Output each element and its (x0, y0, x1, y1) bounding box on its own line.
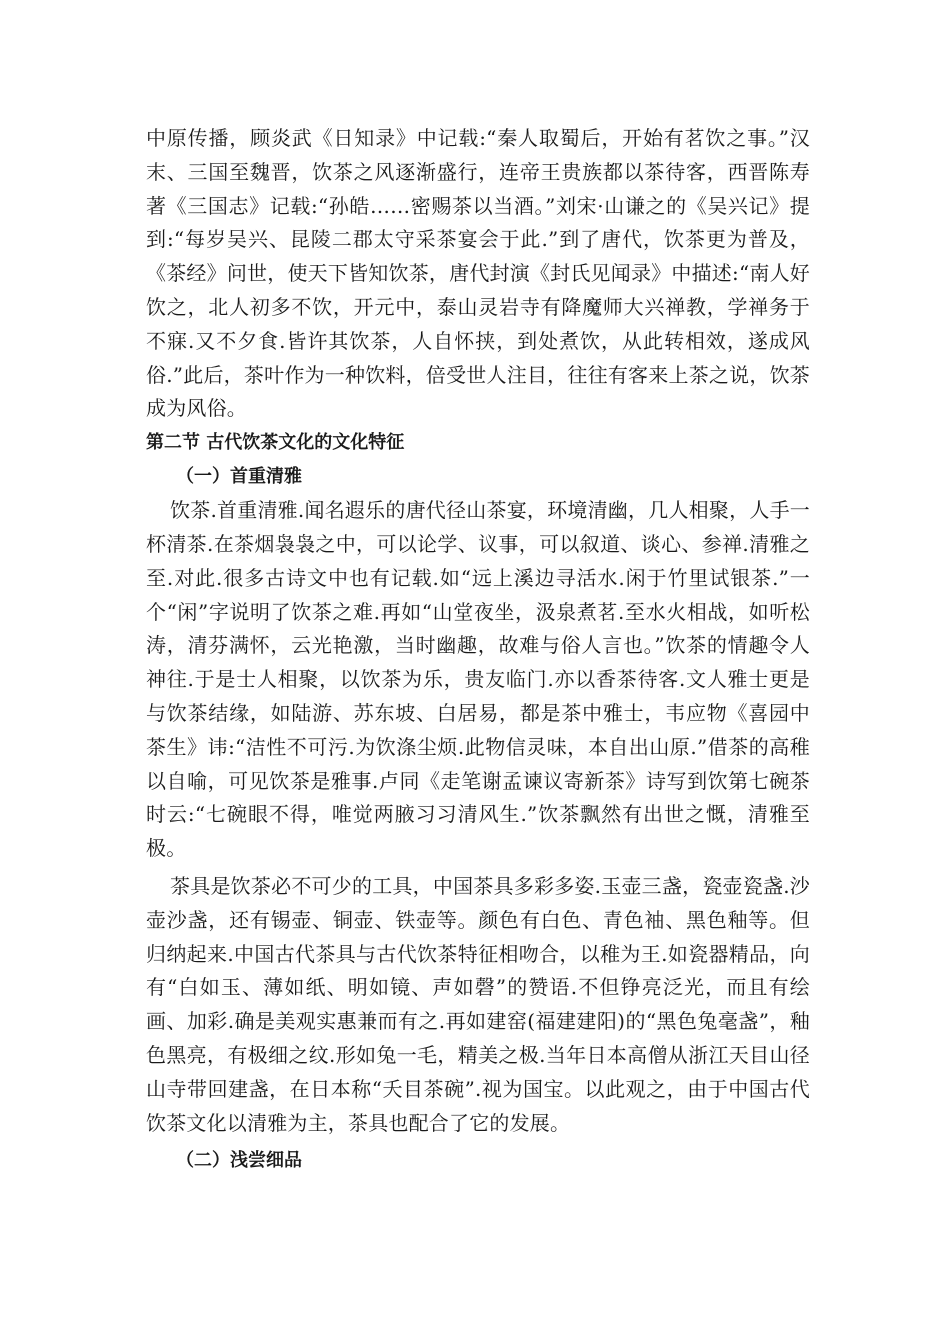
document-body (146, 122, 810, 1178)
paragraph-tea-history: 中原传播，顾炎武《日知录》中记载:“秦人取蜀后，开始有茗饮之事。”汉末、三国至魏晋，饮茶之风逐渐盛行，连帝王贵族都以茶待客，西晋陈寿著《三国志》记载:“孙皓……密赐茶以当酒。”刘宋·山谦之的《吴兴记》提到:“每岁吴兴、昆陵二郡太守采茶宴会于此.”到了唐代，饮茶更为普及，《茶经》问世，使天下皆知饮茶，唐代封演《封氏见闻录》中描述:“南人好饮之，北人初多不饮，开元中，泰山灵岩寺有降魔师大兴禅教，学禅务于不寐.又不夕食.皆许其饮茶，人自怀挟，到处煮饮，从此转相效，遂成风俗.”此后，茶叶作为一种饮料，倍受世人注目，往往有客来上茶之说，饮茶成为风俗。 (146, 126, 810, 421)
paragraph-elegance: 饮茶.首重清雅.闻名遐乐的唐代径山茶宴，环境清幽，几人相聚，人手一杯清茶.在茶烟袅袅之中，可以论学、议事，可以叙道、谈心、参禅.清雅之至.对此.很多古诗文中也有记载.如“远上溪边寻活水.闲于竹里试银茶.”一个“闲”字说明了饮茶之难.再如“山堂夜坐，汲泉煮茗.至水火相战，如听松涛，清芬满怀，云光艳激，当时幽趣，故难与俗人言也。”饮茶的情趣令人神往.于是士人相聚，以饮茶为乐，贵友临门.亦以香茶待客.文人雅士更是与饮茶结缘，如陆游、苏东坡、白居易，都是茶中雅士，韦应物《喜园中茶生》讳:“洁性不可污.为饮涤尘烦.此物信灵味，本自出山原.”借茶的高稚以自喻，可见饮茶是雅事.卢同《走笔谢孟谏议寄新茶》诗写到饮第七碗茶时云:“七碗眼不得，唯觉两腋习习清风生.”饮茶飘然有出世之慨，清雅至极。 (146, 498, 810, 861)
subheading-tasting: （二）浅尝细品 (176, 1150, 302, 1172)
paragraph-teaware: 茶具是饮茶必不可少的工具，中国茶具多彩多姿.玉壶三盏，瓷壶瓷盏.沙壶沙盏，还有锡壶、铜壶、铁壶等。颜色有白色、青色袖、黑色釉等。但归纳起来.中国古代茶具与古代饮茶特征相吻合，以稚为王.如瓷器精品，向有“白如玉、薄如纸、明如镜、声如磬”的赞语.不但铮亮泛光，而且有绘画、加彩.确是美观实惠兼而有之.再如建窑(福建建阳)的“黑色兔毫盏”，釉色黑亮，有极细之纹.形如兔一毛，精美之极.当年日本高僧从浙江天目山径山寺带回建盏，在日本称“夭目茶碗”.视为国宝。以此观之，由于中国古代饮茶文化以清雅为主，茶具也配合了它的发展。 (146, 873, 810, 1135)
subheading-elegance: （一）首重清雅 (176, 466, 302, 488)
section-heading-tea-culture-features: 第二节 古代饮茶文化的文化特征 (146, 432, 405, 454)
